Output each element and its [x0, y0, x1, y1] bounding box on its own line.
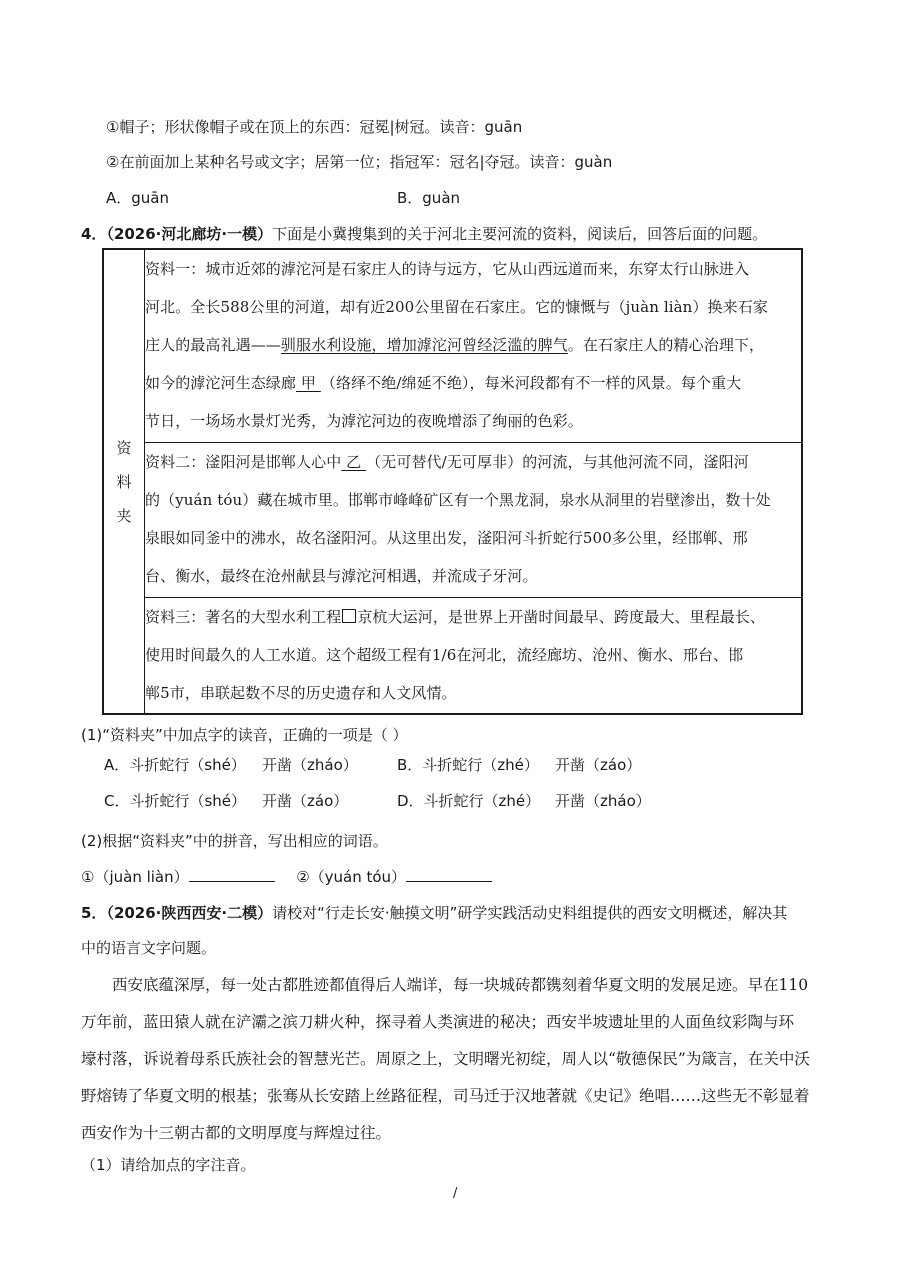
- choice-c-word: 开凿（záo）: [262, 792, 349, 810]
- material-1-line: 如今的滹沱河生态绿廊 甲 （络绎不绝/绵延不绝），每米河段都有不一样的风景。每个重大: [145, 374, 742, 392]
- option-a: A．guān: [106, 189, 169, 207]
- passage-line: 万年前，蓝田猿人就在浐灞之滨刀耕火种，探寻着人类演进的秘决；西安半坡遗址里的人面鱼纹彩陶与环: [81, 1013, 795, 1031]
- side-char-3: 夹: [116, 506, 132, 525]
- material-table: [102, 248, 803, 715]
- material-1-line: 节日，一场场水景灯光秀，为滹沱河边的夜晚增添了绚丽的色彩。: [145, 412, 583, 430]
- passage-line: 西安底蕴深厚，每一处古都胜迹都值得后人端详，每一块城砖都镌刻着华夏文明的发展足迹。早在110: [112, 976, 809, 994]
- choice-b-term: B．斗折蛇行（zhé）: [397, 756, 539, 774]
- material-folder-label: [103, 249, 145, 714]
- missing-punctuation-box: [342, 609, 356, 623]
- option-b: B．guàn: [397, 189, 461, 207]
- passage-line: 野熔铸了华夏文明的根基；张骞从长安踏上丝路征程，司马迁于汉地著就《史记》绝唱……这些无不彰显着: [81, 1087, 810, 1105]
- meaning-1: ①帽子；形状像帽子或在顶上的东西：冠冕|树冠。读音：guān: [106, 118, 523, 136]
- question-stem: 请校对“行走长安·触摸文明”研学实践活动史料组提供的西安文明概述，解决其: [272, 904, 788, 922]
- choice-b-word: 开凿（záo）: [555, 756, 642, 774]
- blank-jia: 甲: [296, 374, 321, 392]
- question-4-header: [81, 223, 767, 244]
- material-1: [145, 249, 803, 443]
- choice-a-word: 开凿（zháo）: [262, 756, 358, 774]
- material-3-line: 使用时间最久的人工水道。这个超级工程有1/6在河北，流经廊坊、沧州、衡水、邢台、邯: [145, 645, 744, 664]
- question-source: （2026·河北廊坊·一模）: [106, 225, 273, 243]
- choice-d-term: D．斗折蛇行（zhé）: [397, 792, 541, 810]
- material-1-line: 河北。全长588公里的河道，却有近200公里留在石家庄。它的慷慨与（juàn liàn）换来石家: [145, 298, 768, 316]
- footer-mark: /: [453, 1186, 458, 1201]
- meaning-2: ②在前面加上某种名号或文字；居第一位；指冠军：冠名|夺冠。读音：guàn: [106, 153, 613, 171]
- passage-line: 西安作为十三朝古都的文明厚度与辉煌过往。: [81, 1124, 392, 1142]
- question-stem: 下面是小冀搜集到的关于河北主要河流的资料，阅读后，回答后面的问题。: [272, 225, 768, 243]
- material-2-line: 台、衡水，最终在沧州献县与滹沱河相遇，并流成子牙河。: [145, 567, 538, 586]
- material-2-line: 资料二：滏阳河是邯郸人心中 乙 （无可替代/无可厚非）的河流，与其他河流不同，滏阳河: [145, 453, 749, 472]
- answer-blank-2[interactable]: [406, 867, 492, 882]
- material-3-line: 郸5市，串联起数不尽的历史遗存和人文风情。: [145, 683, 457, 702]
- material-2-line: 的（yuán tóu）藏在城市里。邯郸市峰峰矿区有一个黑龙洞，泉水从洞里的岩壁渗出，数十处: [145, 491, 771, 510]
- sub-question-5-1: （1）请给加点的字注音。: [81, 1156, 256, 1174]
- passage-line: 壕村落，诉说着母系氏族社会的智慧光芒。周原之上，文明曙光初绽，周人以“敬德保民”为箴言，在关中沃: [81, 1050, 810, 1068]
- question-number: 5．: [81, 904, 107, 922]
- choice-a-term: A．斗折蛇行（shé）: [104, 756, 246, 774]
- sub-question-2: (2)根据“资料夹”中的拼音，写出相应的词语。: [81, 832, 388, 850]
- material-1-line: 资料一：城市近郊的滹沱河是石家庄人的诗与远方，它从山西远道而来，东穿太行山脉进入: [145, 260, 750, 278]
- side-char-1: 资: [116, 438, 132, 457]
- material-2-line: 泉眼如同釜中的沸水，故名滏阳河。从这里出发，滏阳河斗折蛇行500多公里，经邯郸、邢: [145, 529, 748, 548]
- question-source: （2026·陕西西安·二模）: [106, 904, 273, 922]
- side-char-2: 料: [116, 472, 132, 491]
- answer-blank-1[interactable]: [189, 867, 275, 882]
- sub-question-1: (1)“资料夹”中加点字的读音，正确的一项是（ ）: [81, 726, 408, 744]
- choice-d-word: 开凿（zháo）: [555, 792, 651, 810]
- fill-label-2: ②（yuán tóu）: [296, 868, 407, 886]
- material-1-line: 庄人的最高礼遇——驯服水利设施，增加滹沱河曾经泛滥的脾气。在石家庄人的精心治理下，: [145, 336, 765, 354]
- material-2: [145, 443, 803, 598]
- material-3-line: 资料三：著名的大型水利工程 京杭大运河，是世界上开凿时间最早、跨度最大、里程最长、: [145, 607, 766, 626]
- material-3: [145, 597, 803, 714]
- fill-label-1: ①（juàn liàn）: [81, 868, 189, 886]
- fill-in-row: [81, 866, 492, 887]
- question-stem-cont: 中的语言文字问题。: [81, 939, 217, 957]
- question-5-header: [81, 902, 787, 923]
- question-number: 4．: [81, 225, 107, 243]
- choice-c-term: C．斗折蛇行（shé）: [104, 792, 247, 810]
- underlined-sentence: 驯服水利设施，增加滹沱河曾经泛滥的脾气: [280, 336, 568, 354]
- blank-yi: 乙: [341, 453, 367, 472]
